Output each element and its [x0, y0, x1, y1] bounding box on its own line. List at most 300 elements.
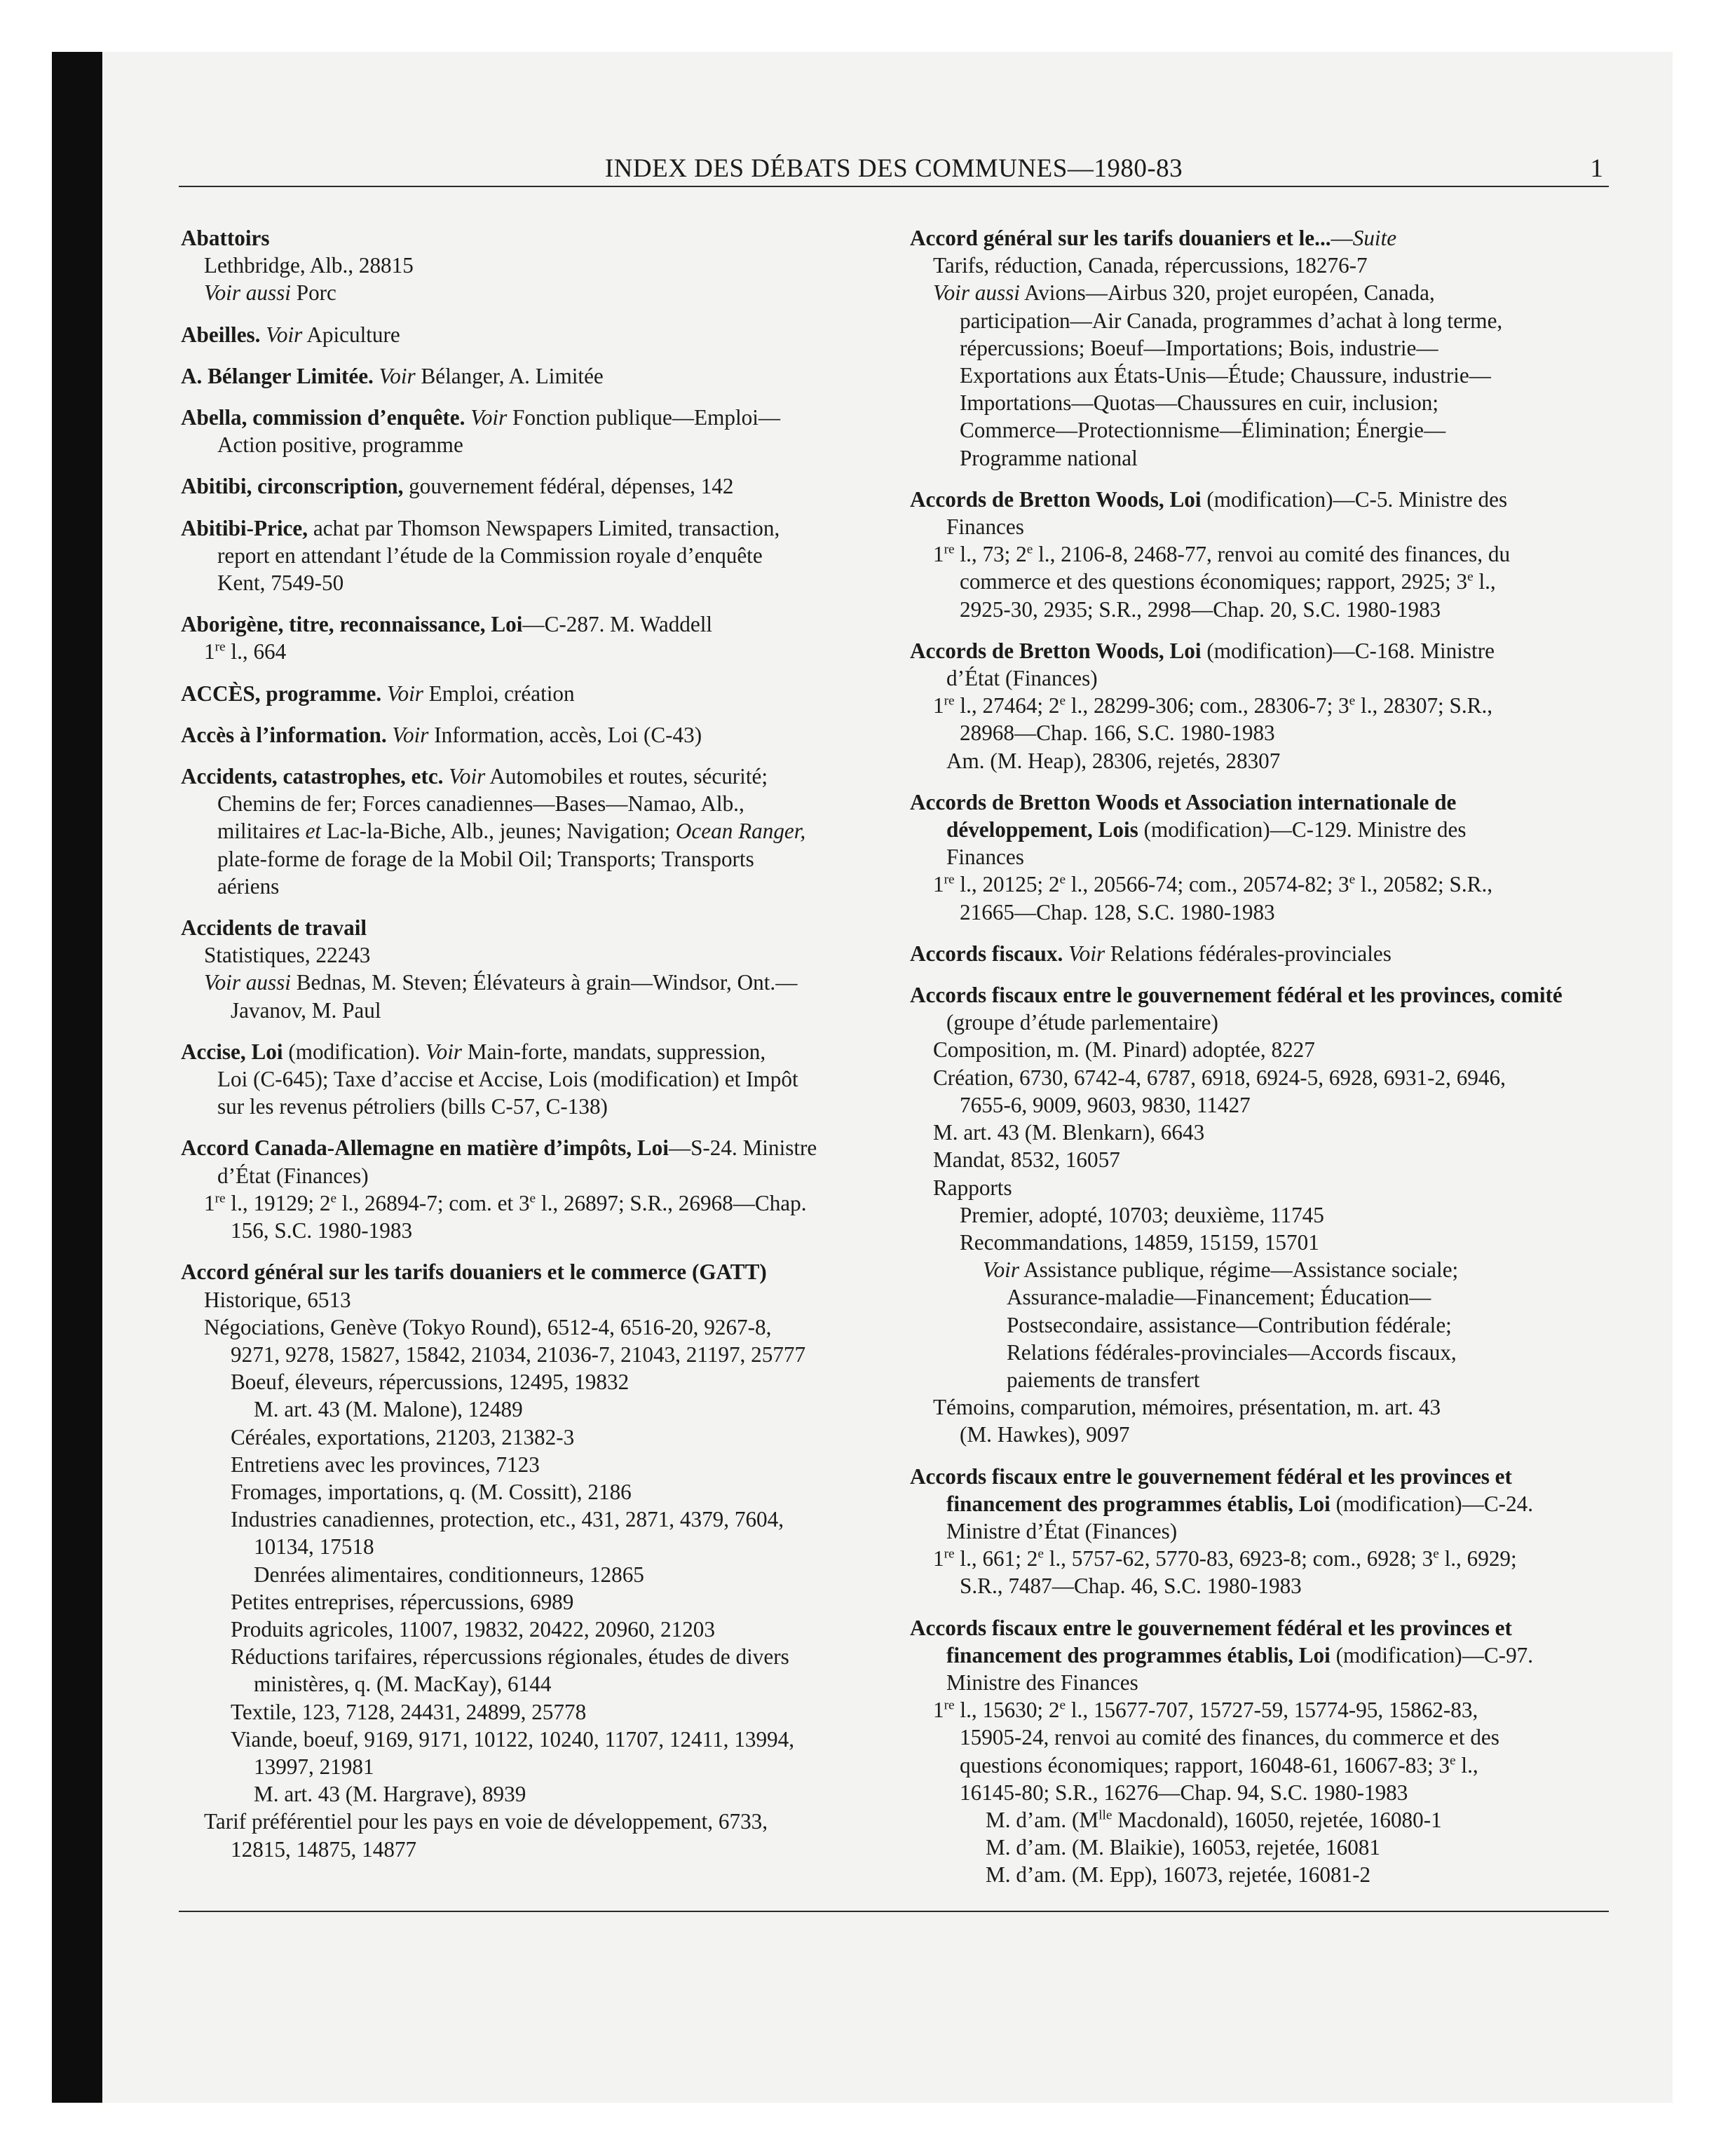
entry-heading: Accès à l’information.	[181, 722, 387, 747]
cross-reference: Voir aussi	[204, 280, 291, 306]
ordinal-suffix: re	[944, 873, 955, 888]
entry-subline	[181, 1396, 875, 1423]
entry-subline	[910, 362, 1611, 389]
entry-heading: Accidents de travail	[181, 915, 367, 941]
running-header	[179, 153, 1609, 185]
entry-text: l., 26897; S.R., 26968—Chap.	[536, 1190, 807, 1215]
cross-reference: Ocean Ranger,	[675, 819, 806, 844]
ordinal-suffix: re	[215, 640, 226, 655]
entry-text: Kent, 7549-50	[217, 571, 344, 596]
entry-text: Composition, m. (M. Pinard) adoptée, 8227	[933, 1037, 1315, 1063]
entry-subline	[181, 569, 875, 596]
entry-text: 1	[933, 872, 944, 897]
entry-text: (M. Hawkes), 9097	[960, 1422, 1130, 1447]
entry-text: Javanov, M. Paul	[231, 997, 381, 1023]
entry-text: Tarifs, réduction, Canada, répercussions, 18276-7	[933, 253, 1368, 278]
entry-text: Tarif préférentiel pour les pays en voie de développement, 6733,	[204, 1809, 768, 1834]
entry-subline	[910, 1311, 1611, 1339]
entry-text: l., 20125; 2	[954, 872, 1060, 897]
entry-text: Témoins, comparution, mémoires, présentation, m. art. 43	[933, 1395, 1441, 1420]
entry-text: Historique, 6513	[204, 1287, 351, 1312]
entry-heading: A. Bélanger Limitée.	[181, 363, 374, 388]
entry-subline	[910, 1339, 1611, 1366]
entry-text: (modification)—C-24.	[1330, 1491, 1534, 1516]
entry-subline	[181, 1780, 875, 1808]
ordinal-suffix: e	[1059, 873, 1066, 888]
entry-text: Négociations, Genève (Tokyo Round), 6512-4, 6516-20, 9267-8,	[204, 1314, 772, 1339]
entry-subline	[910, 540, 1611, 568]
index-entry	[181, 1258, 875, 1862]
entry-heading: Accords fiscaux entre le gouvernement fédéral et les provinces, comité	[910, 983, 1563, 1008]
entry-text: l., 2106-8, 2468-77, renvoi au comité des finances, du	[1033, 542, 1511, 567]
entry-heading-line	[910, 940, 1611, 967]
entry-subline	[910, 1366, 1611, 1393]
entry-subline	[181, 638, 875, 665]
entry-text: Céréales, exportations, 21203, 21382-3	[231, 1424, 575, 1449]
entry-subline	[181, 1065, 875, 1093]
entry-text: l., 27464; 2	[954, 693, 1060, 718]
page-title: INDEX DES DÉBATS DES COMMUNES—1980-83	[604, 154, 1183, 183]
entry-text	[374, 364, 379, 388]
entry-text: M. art. 43 (M. Malone), 12489	[254, 1397, 523, 1422]
entry-text: Bednas, M. Steven; Élévateurs à grain—Windsor, Ont.—	[290, 970, 798, 995]
entry-subline	[910, 252, 1611, 279]
entry-text: 1	[933, 542, 944, 567]
entry-text: sur les revenus pétroliers (bills C-57, C-138)	[217, 1094, 608, 1119]
entry-subline	[910, 1146, 1611, 1173]
entry-text: 28968—Chap. 166, S.C. 1980-1983	[960, 721, 1275, 746]
entry-text: Premier, adopté, 10703; deuxième, 11745	[960, 1202, 1324, 1227]
entry-subline	[910, 899, 1611, 926]
entry-heading-line	[181, 914, 875, 941]
entry-heading: Accords de Bretton Woods, Loi	[910, 638, 1202, 663]
entry-text: (modification)—C-97.	[1330, 1642, 1534, 1667]
entry-subline	[910, 1064, 1611, 1091]
entry-text: Produits agricoles, 11007, 19832, 20422, 20960, 21203	[231, 1616, 715, 1642]
ordinal-suffix: e	[330, 1191, 337, 1206]
entry-subline	[910, 513, 1611, 540]
entry-subline	[910, 1393, 1611, 1421]
entry-subline	[181, 1093, 875, 1120]
entry-text: 9271, 9278, 15827, 15842, 21034, 21036-7, 21043, 21197, 25777	[231, 1342, 806, 1367]
entry-text: ministères, q. (M. MacKay), 6144	[254, 1672, 552, 1697]
index-entry	[910, 1614, 1611, 1889]
entry-subline	[910, 307, 1611, 334]
entry-heading-line	[910, 637, 1611, 664]
entry-subline	[910, 1490, 1611, 1517]
entry-text: 1	[933, 1546, 944, 1571]
entry-subline	[181, 1836, 875, 1863]
header-rule	[179, 186, 1609, 187]
entry-heading-line	[181, 404, 875, 431]
entry-subline	[910, 568, 1611, 595]
entry-subline	[181, 1424, 875, 1451]
entry-text: Assurance-maladie—Financement; Éducation—	[1007, 1285, 1431, 1310]
entry-text: l., 26894-7; com. et 3	[336, 1190, 530, 1215]
entry-text: commerce et des questions économiques; rapport, 2925; 3	[960, 569, 1468, 594]
entry-text: Réductions tarifaires, répercussions régionales, études de divers	[231, 1644, 789, 1670]
index-entry	[181, 1134, 875, 1244]
entry-text: 1	[204, 639, 215, 664]
entry-subline	[181, 1368, 875, 1396]
entry-subline	[181, 969, 875, 996]
entry-text: l., 20582; S.R.,	[1355, 872, 1493, 897]
entry-text: l.,	[1455, 1752, 1478, 1778]
entry-heading-line	[181, 1038, 875, 1065]
entry-subline	[910, 1283, 1611, 1311]
entry-text: l., 15677-707, 15727-59, 15774-95, 15862-83,	[1066, 1698, 1478, 1723]
cross-reference: Voir	[392, 722, 429, 747]
entry-text: l., 20566-74; com., 20574-82; 3	[1066, 872, 1349, 897]
ordinal-suffix: e	[1349, 693, 1356, 709]
entry-text: Ministre d’État (Finances)	[946, 1518, 1178, 1543]
cross-reference: Voir	[470, 405, 508, 430]
entry-text: l., 19129; 2	[225, 1190, 331, 1215]
entry-subline	[181, 1314, 875, 1341]
entry-text: (groupe d’étude parlementaire)	[946, 1010, 1218, 1035]
index-entry	[181, 610, 875, 665]
entry-text: 1	[933, 1698, 944, 1723]
entry-text: participation—Air Canada, programmes d’achat à long terme,	[960, 308, 1503, 333]
entry-text: d’État (Finances)	[217, 1163, 369, 1188]
entry-subline	[910, 1724, 1611, 1751]
entry-text: Main-forte, mandats, suppression,	[462, 1039, 766, 1064]
entry-text: Denrées alimentaires, conditionneurs, 12865	[254, 1562, 644, 1587]
index-entry	[910, 637, 1611, 775]
entry-subline	[910, 1229, 1611, 1256]
entry-subline	[181, 1506, 875, 1533]
entry-heading: Accord Canada-Allemagne en matière d’impôts, Loi	[181, 1135, 669, 1161]
entry-heading: Accords fiscaux.	[910, 941, 1063, 966]
entry-text: 16145-80; S.R., 16276—Chap. 94, S.C. 1980-1983	[960, 1780, 1408, 1805]
entry-subline	[181, 1217, 875, 1244]
ordinal-suffix: e	[1026, 542, 1033, 557]
entry-subline	[910, 1256, 1611, 1283]
entry-text: Am. (M. Heap), 28306, rejetés, 28307	[946, 748, 1281, 773]
entry-subline	[181, 1451, 875, 1478]
entry-heading: ACCÈS, programme.	[181, 681, 382, 706]
index-entry	[181, 514, 875, 597]
entry-text: Boeuf, éleveurs, répercussions, 12495, 19832	[231, 1370, 630, 1395]
entry-text: Programme national	[960, 445, 1138, 470]
entry-subline	[181, 1341, 875, 1368]
entry-text: Lethbridge, Alb., 28815	[204, 253, 414, 278]
entry-subline	[910, 334, 1611, 362]
entry-subline	[910, 1421, 1611, 1448]
entry-text: (modification)—C-168. Ministre	[1201, 638, 1495, 663]
index-entry	[181, 1038, 875, 1121]
entry-subline	[181, 1162, 875, 1189]
entry-text	[381, 681, 387, 706]
entry-heading: Accords de Bretton Woods, Loi	[910, 486, 1202, 512]
cross-reference: Voir	[386, 681, 423, 706]
entry-subline	[910, 871, 1611, 898]
entry-heading-line	[181, 224, 875, 252]
entry-text: M. art. 43 (M. Blenkarn), 6643	[933, 1120, 1205, 1145]
cross-reference: Voir aussi	[204, 970, 291, 995]
entry-subline	[910, 596, 1611, 623]
entry-subline	[181, 1561, 875, 1588]
entry-heading-line	[910, 224, 1611, 252]
entry-text: Avions—Airbus 320, projet européen, Canada,	[1019, 280, 1435, 306]
entry-text: aériens	[217, 873, 280, 899]
entry-text: Assistance publique, régime—Assistance sociale;	[1019, 1257, 1459, 1283]
index-entry	[910, 1463, 1611, 1600]
entry-subline	[181, 431, 875, 458]
entry-heading-line	[910, 789, 1611, 816]
entry-text: Textile, 123, 7128, 24431, 24899, 25778	[231, 1699, 587, 1724]
entry-heading-line	[181, 610, 875, 638]
entry-text: Porc	[290, 280, 336, 306]
entry-text: Statistiques, 22243	[204, 943, 371, 968]
entry-text: Viande, boeuf, 9169, 9171, 10122, 10240, 11707, 12411, 13994,	[231, 1726, 795, 1752]
entry-text: 156, S.C. 1980-1983	[231, 1218, 413, 1243]
entry-text: achat par Thomson Newspapers Limited, transaction,	[308, 515, 780, 540]
entry-subline	[181, 790, 875, 817]
entry-subline	[910, 1201, 1611, 1229]
cross-reference: Suite	[1352, 226, 1397, 250]
entry-heading-line	[181, 321, 875, 348]
entry-subline	[181, 1286, 875, 1314]
entry-subline	[910, 1834, 1611, 1861]
entry-subline	[181, 845, 875, 873]
ordinal-suffix: re	[944, 542, 955, 557]
entry-subline	[910, 416, 1611, 444]
entry-text: l., 661; 2	[954, 1546, 1038, 1571]
entry-heading-line	[181, 472, 875, 500]
entry-heading: Abitibi, circonscription,	[181, 474, 404, 499]
entry-text: l., 6929;	[1438, 1546, 1517, 1571]
entry-heading: Abeilles.	[181, 322, 261, 347]
entry-heading: Accords fiscaux entre le gouvernement fédéral et les provinces et	[910, 1615, 1512, 1640]
index-entry	[181, 224, 875, 307]
entry-subline	[181, 1753, 875, 1780]
entry-heading: financement des programmes établis, Loi	[946, 1491, 1331, 1516]
ordinal-suffix: e	[1037, 1546, 1044, 1562]
entry-text: —	[1331, 226, 1353, 250]
entry-text: paiements de transfert	[1007, 1367, 1200, 1392]
entry-text: l., 28299-306; com., 28306-7; 3	[1066, 693, 1349, 718]
entry-subline	[181, 1533, 875, 1560]
ordinal-suffix: e	[1450, 1753, 1456, 1768]
index-entry	[910, 789, 1611, 926]
ordinal-suffix: lle	[1098, 1808, 1113, 1823]
footer-rule	[179, 1911, 1609, 1912]
entry-text: militaires	[217, 819, 306, 844]
entry-text: Fonction publique—Emploi—	[507, 405, 781, 430]
entry-heading: Abitibi-Price,	[181, 515, 308, 540]
entry-subline	[910, 747, 1611, 775]
entry-text: —C-287. M. Waddell	[522, 612, 713, 637]
entry-text: Mandat, 8532, 16057	[933, 1147, 1120, 1173]
entry-subline	[910, 1174, 1611, 1201]
index-entry	[181, 721, 875, 749]
cross-reference: Voir	[426, 1039, 463, 1064]
entry-heading: financement des programmes établis, Loi	[946, 1642, 1331, 1667]
entry-subline	[181, 279, 875, 306]
cross-reference: Voir	[379, 363, 416, 388]
entry-text: Ministre des Finances	[946, 1670, 1138, 1695]
entry-text: Industries canadiennes, protection, etc., 431, 2871, 4379, 7604,	[231, 1507, 784, 1532]
entry-heading: Abella, commission d’enquête.	[181, 405, 465, 430]
entry-heading-line	[910, 486, 1611, 513]
entry-text: Lac-la-Biche, Alb., jeunes; Navigation;	[321, 819, 676, 844]
entry-text: M. d’am. (M. Epp), 16073, rejetée, 16081-2	[986, 1862, 1371, 1888]
entry-text: 1	[204, 1190, 215, 1215]
entry-heading-line	[181, 1258, 875, 1285]
entry-text: Relations fédérales-provinciales	[1105, 941, 1392, 966]
entry-text: (modification).	[283, 1039, 426, 1064]
entry-text: 7655-6, 9009, 9603, 9830, 11427	[960, 1092, 1251, 1117]
entry-subline	[181, 1670, 875, 1698]
entry-text: Exportations aux États-Unis—Étude; Chaussure, industrie—	[960, 363, 1491, 388]
entry-text: Finances	[946, 514, 1024, 540]
ordinal-suffix: e	[529, 1191, 536, 1206]
entry-subline	[910, 1036, 1611, 1063]
entry-text: Apiculture	[302, 322, 400, 347]
entry-text: Chemins de fer; Forces canadiennes—Bases—Namao, Alb.,	[217, 791, 744, 817]
cross-reference: Voir	[449, 764, 486, 789]
entry-subline	[910, 1752, 1611, 1779]
entry-heading-line	[181, 1134, 875, 1161]
entry-text: (modification)—C-129. Ministre des	[1138, 817, 1467, 842]
entry-text: 10134, 17518	[254, 1534, 374, 1560]
entry-heading: Abattoirs	[181, 226, 270, 250]
entry-text: Action positive, programme	[217, 432, 463, 458]
entry-subline	[181, 1808, 875, 1835]
entry-text: l., 73; 2	[954, 542, 1027, 567]
entry-heading: Accise, Loi	[181, 1039, 283, 1064]
entry-text: Entretiens avec les provinces, 7123	[231, 1452, 540, 1477]
entry-subline	[910, 664, 1611, 692]
entry-text: 13997, 21981	[254, 1754, 374, 1779]
index-entry	[181, 763, 875, 900]
entry-text: Importations—Quotas—Chaussures en cuir, inclusion;	[960, 390, 1439, 416]
entry-text: Relations fédérales-provinciales—Accords fiscaux,	[1007, 1339, 1457, 1365]
entry-subline	[181, 1588, 875, 1616]
entry-heading-line	[910, 1463, 1611, 1490]
entry-subline	[910, 692, 1611, 719]
entry-heading-line	[181, 514, 875, 542]
entry-subline	[910, 389, 1611, 416]
ordinal-suffix: re	[944, 1546, 955, 1562]
entry-subline	[181, 873, 875, 900]
entry-subline	[181, 1698, 875, 1726]
entry-subline	[910, 1517, 1611, 1545]
entry-text: Postsecondaire, assistance—Contribution fédérale;	[1007, 1312, 1452, 1337]
entry-subline	[181, 1726, 875, 1753]
entry-text: Finances	[946, 845, 1024, 870]
entry-text: Emploi, création	[423, 681, 575, 706]
index-entry	[910, 486, 1611, 623]
cross-reference: Voir aussi	[933, 280, 1020, 306]
index-entry	[910, 224, 1611, 472]
entry-subline	[181, 1478, 875, 1506]
entry-subline	[181, 1189, 875, 1217]
entry-subline	[181, 252, 875, 279]
entry-text: —S-24. Ministre	[668, 1135, 817, 1161]
entry-subline	[181, 542, 875, 569]
binding-edge	[52, 52, 102, 2103]
ordinal-suffix: e	[1433, 1546, 1439, 1562]
entry-subline	[910, 1119, 1611, 1146]
ordinal-suffix: re	[215, 1191, 226, 1206]
entry-subline	[910, 1545, 1611, 1572]
entry-text: plate-forme de forage de la Mobil Oil; Transports; Transports	[217, 846, 754, 871]
entry-text: questions économiques; rapport, 16048-61, 16067-83; 3	[960, 1752, 1450, 1778]
index-entry	[181, 914, 875, 1024]
index-entry	[181, 404, 875, 458]
entry-heading-line	[910, 1614, 1611, 1642]
ordinal-suffix: re	[944, 1698, 955, 1713]
entry-subline	[910, 1696, 1611, 1724]
index-column-left	[181, 224, 875, 1877]
entry-heading: Aborigène, titre, reconnaissance, Loi	[181, 612, 523, 637]
entry-text: S.R., 7487—Chap. 46, S.C. 1980-1983	[960, 1574, 1302, 1599]
entry-text: répercussions; Boeuf—Importations; Bois, industrie—	[960, 335, 1438, 360]
entry-subline	[181, 941, 875, 969]
entry-text: l., 5757-62, 5770-83, 6923-8; com., 6928; 3	[1043, 1546, 1434, 1571]
index-column-right	[910, 224, 1611, 1903]
cross-reference: Voir	[266, 322, 303, 347]
ordinal-suffix: e	[1349, 873, 1356, 888]
entry-heading: Accord général sur les tarifs douaniers et le...	[910, 226, 1331, 250]
entry-subline	[181, 817, 875, 845]
entry-text: Commerce—Protectionnisme—Élimination; Énergie—	[960, 418, 1446, 443]
index-entry	[181, 680, 875, 707]
entry-subline	[910, 1091, 1611, 1119]
entry-heading-line	[181, 721, 875, 749]
ordinal-suffix: re	[944, 693, 955, 709]
entry-subline	[910, 1572, 1611, 1599]
entry-text: (modification)—C-5. Ministre des	[1201, 486, 1508, 512]
entry-subline	[910, 1779, 1611, 1806]
entry-text: l., 664	[225, 639, 287, 664]
entry-text: 21665—Chap. 128, S.C. 1980-1983	[960, 899, 1275, 925]
entry-text: Recommandations, 14859, 15159, 15701	[960, 1229, 1319, 1255]
entry-heading-line	[181, 362, 875, 390]
entry-text: M. art. 43 (M. Hargrave), 8939	[254, 1782, 526, 1807]
entry-heading: Accord général sur les tarifs douaniers et le commerce (GATT)	[181, 1260, 767, 1285]
entry-subline	[910, 1642, 1611, 1669]
cross-reference: Voir	[1068, 941, 1105, 966]
entry-subline	[910, 843, 1611, 871]
entry-text: Automobiles et routes, sécurité;	[485, 764, 768, 789]
entry-text: M. d’am. (M. Blaikie), 16053, rejetée, 16081	[986, 1835, 1380, 1860]
entry-text: l., 28307; S.R.,	[1355, 693, 1493, 718]
index-entry	[910, 940, 1611, 967]
ordinal-suffix: e	[1467, 570, 1474, 585]
ordinal-suffix: e	[1059, 1698, 1066, 1713]
entry-subline	[910, 1861, 1611, 1888]
entry-text	[1063, 941, 1068, 966]
page-number: 1	[1590, 154, 1603, 183]
entry-text: Macdonald), 16050, rejetée, 16080-1	[1112, 1807, 1442, 1832]
entry-subline	[181, 997, 875, 1024]
entry-heading-line	[181, 680, 875, 707]
ordinal-suffix: e	[1059, 693, 1066, 709]
cross-reference: Voir	[983, 1257, 1019, 1283]
entry-text: Bélanger, A. Limitée	[415, 363, 604, 388]
index-entry	[181, 321, 875, 348]
entry-text: d’État (Finances)	[946, 666, 1098, 691]
entry-text: Loi (C-645); Taxe d’accise et Accise, Lois (modification) et Impôt	[217, 1067, 798, 1092]
entry-subline	[181, 1643, 875, 1670]
entry-text: Petites entreprises, répercussions, 6989	[231, 1589, 574, 1614]
entry-text: M. d’am. (M	[986, 1807, 1099, 1832]
entry-text: 12815, 14875, 14877	[231, 1836, 417, 1862]
index-entry	[910, 981, 1611, 1448]
